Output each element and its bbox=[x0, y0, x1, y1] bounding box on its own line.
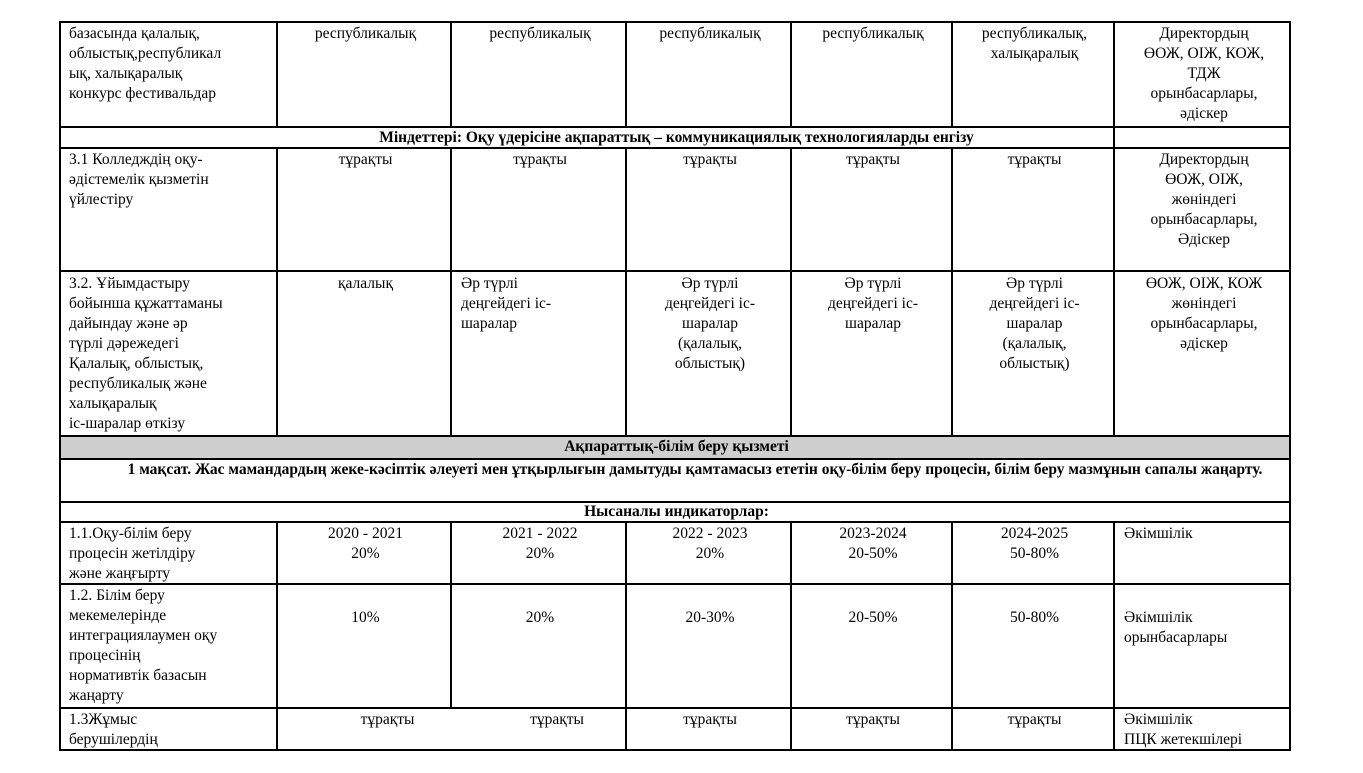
rule-after-indicators bbox=[59, 521, 1291, 523]
cell-r1-year5: республикалық, халықаралық bbox=[981, 25, 1088, 62]
col-rule bbox=[450, 21, 452, 127]
col-rule bbox=[276, 21, 278, 127]
cell-r1-year3: республикалық bbox=[659, 25, 761, 42]
section-title: Ақпараттық-білім беру қызметі bbox=[564, 438, 789, 455]
cell-r31-year1: тұрақты bbox=[338, 151, 393, 168]
cell-r13-year3: тұрақты bbox=[683, 711, 737, 728]
col-rule bbox=[276, 148, 278, 436]
cell-r1-activity: базасында қалалық, облыстық,республикал ық, халықаралық конкурс фестивальдар bbox=[69, 25, 222, 102]
col-rule bbox=[1113, 21, 1115, 127]
col-rule bbox=[1113, 148, 1115, 436]
rule-after-tasks bbox=[59, 147, 1291, 149]
goal-1: 1 мақсат. Жас мамандардың жеке-кәсіптік әлеуеті мен ұтқырлығын дамытуды қамтамасыз ететін оқу-білім беру процесін, білім беру мазмұнын сапалы жаңарту. bbox=[127, 461, 1263, 478]
col-rule bbox=[951, 522, 953, 751]
rule-after-goal bbox=[59, 501, 1291, 503]
rule-after-r31 bbox=[59, 270, 1291, 272]
cell-r11-year4: 2023-2024 20-50% bbox=[839, 525, 907, 562]
rule-after-r12 bbox=[59, 707, 1291, 709]
cell-r12-year5: 50-80% bbox=[1009, 609, 1060, 626]
rule-after-row1 bbox=[59, 126, 1291, 128]
col-rule bbox=[790, 148, 792, 436]
rule-right bbox=[1289, 21, 1291, 751]
cell-r1-year2: республикалық bbox=[489, 25, 591, 42]
col-rule bbox=[1113, 127, 1115, 148]
cell-r1-responsible: Директордың ӨОЖ, ОІЖ, КОЖ, ТДЖ орынбасарлары, әдіскер bbox=[1143, 25, 1265, 122]
cell-r12-activity: 1.2. Білім беру мекемелерінде интеграциялаумен оқу процесінің нормативтік базасын жаңарту bbox=[69, 587, 218, 704]
cell-r13-year4: тұрақты bbox=[846, 711, 900, 728]
tasks-heading: Міндеттері: Оқу үдерісіне ақпараттық – коммуникациялық технологияларды енгізу bbox=[379, 129, 974, 146]
cell-r32-year2: Әр түрлі деңгейдегі іс- шаралар bbox=[461, 275, 552, 332]
col-rule bbox=[790, 21, 792, 127]
cell-r11-year1: 2020 - 2021 20% bbox=[328, 525, 403, 562]
cell-r12-year1: 10% bbox=[351, 609, 380, 626]
cell-r13-year2: тұрақты bbox=[530, 711, 584, 728]
cell-r11-year3: 2022 - 2023 20% bbox=[672, 525, 748, 562]
cell-r1-year4: республикалық bbox=[822, 25, 924, 42]
cell-r11-responsible: Әкімшілік bbox=[1124, 525, 1193, 542]
col-rule bbox=[625, 148, 627, 436]
cell-r32-responsible: ӨОЖ, ОІЖ, КОЖ жөніндегі орынбасарлары, әдіскер bbox=[1145, 275, 1263, 352]
cell-r32-year3: Әр түрлі деңгейдегі іс- шаралар (қалалық, облыстық) bbox=[664, 275, 756, 372]
col-rule bbox=[450, 148, 452, 436]
cell-r12-responsible: Әкімшілік орынбасарлары bbox=[1124, 609, 1228, 646]
cell-r31-activity: 3.1 Колледждің оқу- әдістемелік қызметін үйлестіру bbox=[69, 151, 209, 208]
cell-r12-year4: 20-50% bbox=[848, 609, 898, 626]
cell-r31-year4: тұрақты bbox=[846, 151, 900, 168]
cell-r31-year3: тұрақты bbox=[683, 151, 737, 168]
indicators-heading: Нысаналы индикаторлар: bbox=[584, 503, 769, 520]
col-rule bbox=[1113, 522, 1115, 751]
col-rule bbox=[625, 522, 627, 751]
cell-r32-year1: қалалық bbox=[338, 275, 393, 292]
cell-r12-year3: 20-30% bbox=[685, 609, 735, 626]
cell-r13-activity: 1.3Жұмыс берушілердің bbox=[69, 711, 158, 748]
cell-r32-year5: Әр түрлі деңгейдегі іс- шаралар (қалалық, облыстық) bbox=[989, 275, 1080, 372]
cell-r31-year2: тұрақты bbox=[513, 151, 567, 168]
cell-r1-year1: республикалық bbox=[314, 25, 417, 42]
col-rule bbox=[790, 522, 792, 751]
rule-left bbox=[59, 21, 61, 751]
col-rule bbox=[450, 522, 452, 709]
cell-r31-year5: тұрақты bbox=[1007, 151, 1062, 168]
rule-bottom bbox=[59, 749, 1291, 751]
col-rule bbox=[951, 148, 953, 436]
rule-after-section bbox=[59, 458, 1291, 460]
cell-r11-year2: 2021 - 2022 20% bbox=[502, 525, 578, 562]
cell-r13-year1: тұрақты bbox=[360, 711, 415, 728]
cell-r31-responsible: Директордың ӨОЖ, ОІЖ, жөніндегі орынбасарлары, Әдіскер bbox=[1150, 151, 1258, 248]
cell-r32-year4: Әр түрлі деңгейдегі іс- шаралар bbox=[827, 275, 919, 332]
cell-r11-activity: 1.1.Оқу-білім беру процесін жетілдіру және жаңғырту bbox=[69, 525, 196, 582]
document-table bbox=[59, 21, 1291, 751]
col-rule bbox=[625, 21, 627, 127]
cell-r12-year2: 20% bbox=[525, 609, 555, 626]
cell-r13-year5: тұрақты bbox=[1007, 711, 1062, 728]
col-rule bbox=[951, 21, 953, 127]
col-rule bbox=[276, 522, 278, 751]
cell-r13-responsible: Әкімшілік ПЦК жетекшілері bbox=[1124, 711, 1243, 748]
rule-top bbox=[59, 21, 1291, 23]
cell-r32-activity: 3.2. Ұйымдастыру бойынша құжаттаманы дайындау және әр түрлі дәрежедегі Қалалық, облыстық, республикалық және халықаралық іс-шаралар өткізу bbox=[69, 275, 223, 432]
rule-after-r11 bbox=[59, 583, 1291, 585]
rule-after-r32 bbox=[59, 435, 1291, 437]
cell-r11-year5: 2024-2025 50-80% bbox=[1000, 525, 1069, 562]
